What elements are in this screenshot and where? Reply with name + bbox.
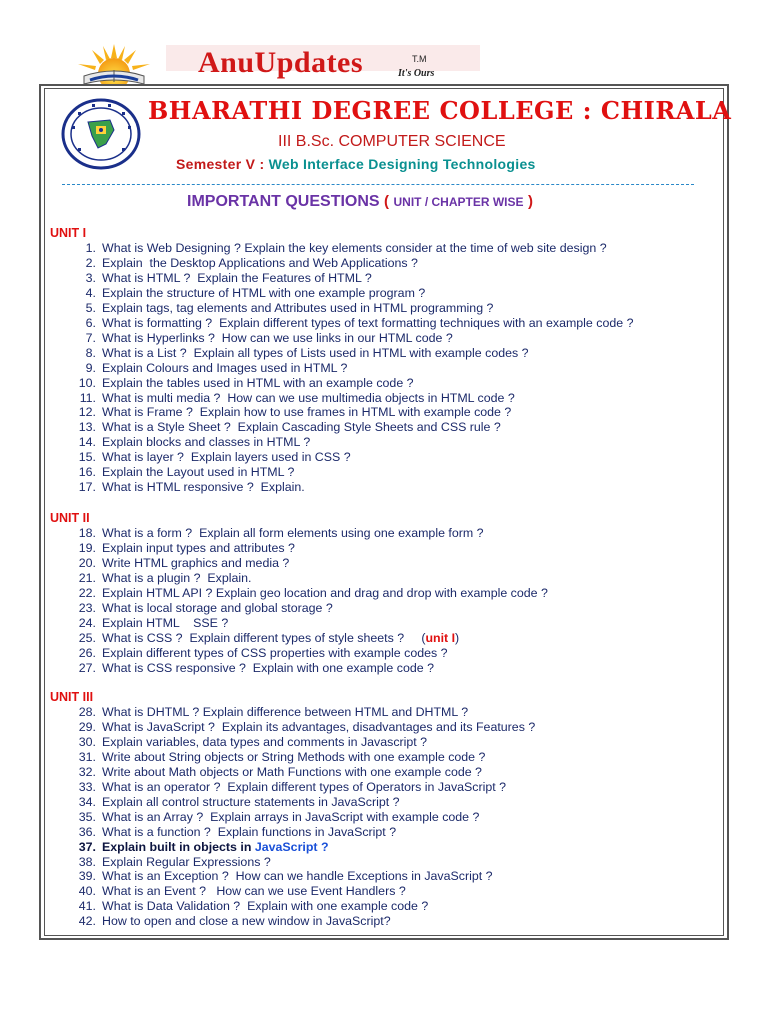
question-item bbox=[70, 450, 351, 465]
question-text: Explain the Desktop Applications and Web Applications ? bbox=[102, 255, 418, 270]
brand-trademark: T.M bbox=[412, 54, 427, 64]
question-item bbox=[70, 391, 515, 406]
question-number: 38. bbox=[78, 854, 96, 869]
course-title: III B.Sc. COMPUTER SCIENCE bbox=[278, 133, 506, 150]
question-number: 26. bbox=[78, 645, 96, 660]
question-number: 9. bbox=[85, 360, 96, 375]
question-item bbox=[70, 271, 372, 286]
question-item bbox=[70, 405, 511, 420]
question-number: 29. bbox=[78, 719, 96, 734]
question-item bbox=[70, 899, 428, 914]
question-text: What is CSS responsive ? Explain with one example code ? bbox=[102, 660, 434, 675]
question-text: Explain all control structure statements in JavaScript ? bbox=[102, 794, 400, 809]
question-text-end: ) bbox=[455, 630, 460, 645]
unit-reference: unit I bbox=[425, 630, 456, 645]
question-item bbox=[70, 855, 271, 870]
question-item bbox=[70, 556, 289, 571]
question-text: What is a List ? Explain all types of Lists used in HTML with example codes ? bbox=[102, 345, 529, 360]
question-text: Explain the structure of HTML with one example program ? bbox=[102, 285, 426, 300]
question-item bbox=[70, 616, 228, 631]
question-item bbox=[70, 346, 529, 361]
question-number: 40. bbox=[78, 884, 96, 899]
question-number: 27. bbox=[78, 660, 96, 675]
question-item bbox=[70, 586, 548, 601]
question-number: 34. bbox=[78, 794, 96, 809]
question-number: 8. bbox=[85, 345, 96, 360]
unit-label: UNIT I bbox=[50, 226, 87, 240]
question-text: What is DHTML ? Explain difference between HTML and DHTML ? bbox=[102, 705, 469, 719]
semester-subject bbox=[176, 156, 536, 172]
question-item bbox=[70, 435, 310, 450]
question-item bbox=[70, 646, 448, 661]
question-number: 36. bbox=[78, 824, 96, 839]
question-item bbox=[70, 241, 607, 256]
question-text: What is layer ? Explain layers used in CSS ? bbox=[102, 450, 351, 465]
question-text: How to open and close a new window in JavaScript? bbox=[102, 914, 391, 929]
heading-title: IMPORTANT QUESTIONS bbox=[187, 193, 380, 210]
question-number: 5. bbox=[85, 300, 96, 315]
question-text: What is Web Designing ? Explain the key elements consider at the time of web site design ? bbox=[102, 241, 607, 255]
question-text: Explain HTML API ? Explain geo location and drag and drop with example code ? bbox=[102, 585, 548, 600]
question-number: 37. bbox=[78, 839, 96, 854]
question-item bbox=[70, 376, 414, 391]
question-item bbox=[70, 331, 453, 346]
question-item bbox=[70, 720, 535, 735]
question-number: 13. bbox=[78, 420, 96, 435]
question-number: 12. bbox=[78, 405, 96, 420]
unit-label: UNIT II bbox=[50, 511, 90, 525]
question-item bbox=[70, 601, 333, 616]
dashed-divider bbox=[62, 184, 694, 185]
question-item bbox=[70, 869, 493, 884]
question-number: 20. bbox=[78, 555, 96, 570]
question-number: 17. bbox=[78, 480, 96, 495]
question-item bbox=[70, 465, 294, 480]
question-item bbox=[70, 480, 305, 495]
question-text: What is CSS ? Explain different types of style sheets ? ( bbox=[102, 630, 426, 645]
question-item bbox=[70, 316, 633, 331]
question-text: Write about String objects or String Methods with one example code ? bbox=[102, 749, 486, 764]
question-item bbox=[70, 780, 506, 795]
question-item bbox=[70, 256, 418, 271]
question-number: 4. bbox=[85, 285, 96, 300]
question-text: Write HTML graphics and media ? bbox=[102, 555, 290, 570]
question-number: 30. bbox=[78, 734, 96, 749]
question-number: 16. bbox=[78, 465, 96, 480]
question-text: What is an Event ? How can we use Event Handlers ? bbox=[102, 884, 406, 899]
question-text: Explain the tables used in HTML with an example code ? bbox=[102, 375, 414, 390]
question-text: Write about Math objects or Math Functions with one example code ? bbox=[102, 764, 482, 779]
question-number: 18. bbox=[78, 526, 96, 540]
question-number: 41. bbox=[78, 899, 96, 914]
question-text: What is a plugin ? Explain. bbox=[102, 570, 252, 585]
question-number: 25. bbox=[78, 630, 96, 645]
question-number: 2. bbox=[85, 255, 96, 270]
question-item bbox=[70, 825, 396, 840]
question-number: 24. bbox=[78, 615, 96, 630]
question-number: 10. bbox=[78, 375, 96, 390]
question-text: What is Hyperlinks ? How can we use links in our HTML code ? bbox=[102, 330, 453, 345]
heading-paren-close: ) bbox=[527, 193, 533, 210]
question-item bbox=[70, 526, 484, 541]
question-text: Explain blocks and classes in HTML ? bbox=[102, 435, 311, 450]
question-text: What is HTML ? Explain the Features of HTML ? bbox=[102, 270, 372, 285]
question-item bbox=[70, 735, 427, 750]
unit-label: UNIT III bbox=[50, 690, 94, 704]
question-text: Explain Regular Expressions ? bbox=[102, 854, 271, 869]
question-text: Explain different types of CSS properties with example codes ? bbox=[102, 645, 448, 660]
question-item bbox=[70, 795, 400, 810]
question-number: 3. bbox=[85, 270, 96, 285]
question-item bbox=[70, 840, 329, 855]
question-item bbox=[70, 420, 501, 435]
question-number: 15. bbox=[78, 450, 96, 465]
question-item bbox=[70, 631, 459, 646]
brand-name: AnuUpdates bbox=[198, 46, 364, 79]
question-number: 32. bbox=[78, 764, 96, 779]
question-text: What is JavaScript ? Explain its advantages, disadvantages and its Features ? bbox=[102, 719, 536, 734]
question-item bbox=[70, 750, 485, 765]
question-number: 23. bbox=[78, 600, 96, 615]
question-number: 31. bbox=[78, 749, 96, 764]
college-name: BHARATHI DEGREE COLLEGE : CHIRALA bbox=[148, 96, 732, 125]
question-number: 42. bbox=[78, 914, 96, 929]
question-number: 33. bbox=[78, 779, 96, 794]
question-number: 1. bbox=[85, 241, 96, 255]
question-item bbox=[70, 361, 347, 376]
question-number: 35. bbox=[78, 809, 96, 824]
question-text: Explain Colours and Images used in HTML ? bbox=[102, 360, 348, 375]
question-item bbox=[70, 286, 425, 301]
question-number: 11. bbox=[79, 390, 96, 405]
question-text: What is formatting ? Explain different types of text formatting techniques with an example code ? bbox=[102, 315, 634, 330]
question-text: Explain tags, tag elements and Attributes used in HTML programming ? bbox=[102, 300, 494, 315]
question-text: Explain HTML SSE ? bbox=[102, 615, 229, 630]
question-item bbox=[70, 765, 482, 780]
highlighted-text: JavaScript ? bbox=[254, 839, 329, 854]
question-item bbox=[70, 661, 434, 676]
question-text: What is multi media ? How can we use multimedia objects in HTML code ? bbox=[102, 390, 515, 405]
question-item bbox=[70, 541, 295, 556]
question-text: Explain the Layout used in HTML ? bbox=[102, 465, 295, 480]
question-text: Explain built in objects in bbox=[102, 839, 255, 854]
question-number: 22. bbox=[78, 585, 96, 600]
important-questions-heading bbox=[187, 193, 533, 211]
question-item bbox=[70, 705, 468, 720]
question-number: 7. bbox=[85, 330, 96, 345]
college-seal-logo bbox=[58, 96, 144, 172]
question-text: Explain variables, data types and comments in Javascript ? bbox=[102, 734, 428, 749]
question-text: Explain input types and attributes ? bbox=[102, 540, 295, 555]
question-item bbox=[70, 810, 479, 825]
question-text: What is a Style Sheet ? Explain Cascading Style Sheets and CSS rule ? bbox=[102, 420, 501, 435]
question-number: 6. bbox=[85, 315, 96, 330]
question-number: 21. bbox=[78, 570, 96, 585]
question-item bbox=[70, 301, 493, 316]
question-text: What is an Exception ? How can we handle Exceptions in JavaScript ? bbox=[102, 869, 493, 884]
heading-paren-open: ( bbox=[384, 193, 390, 210]
question-number: 19. bbox=[78, 540, 96, 555]
question-text: What is an operator ? Explain different types of Operators in JavaScript ? bbox=[102, 779, 507, 794]
subject-name: Web Interface Designing Technologies bbox=[268, 156, 536, 172]
question-number: 28. bbox=[78, 705, 96, 719]
question-text: What is Data Validation ? Explain with one example code ? bbox=[102, 899, 429, 914]
question-item bbox=[70, 884, 406, 899]
question-text: What is a form ? Explain all form elements using one example form ? bbox=[102, 526, 484, 540]
brand-tagline: It's Ours bbox=[398, 68, 435, 79]
semester-label: Semester V : bbox=[176, 156, 269, 172]
question-number: 14. bbox=[78, 435, 96, 450]
question-text: What is a function ? Explain functions in JavaScript ? bbox=[102, 824, 397, 839]
question-text: What is Frame ? Explain how to use frames in HTML with example code ? bbox=[102, 405, 512, 420]
question-item bbox=[70, 571, 251, 586]
question-text: What is an Array ? Explain arrays in JavaScript with example code ? bbox=[102, 809, 480, 824]
question-text: What is local storage and global storage ? bbox=[102, 600, 333, 615]
question-number: 39. bbox=[78, 869, 96, 884]
question-item bbox=[70, 914, 391, 929]
question-text: What is HTML responsive ? Explain. bbox=[102, 480, 305, 495]
heading-subtitle: UNIT / CHAPTER WISE bbox=[393, 195, 524, 209]
